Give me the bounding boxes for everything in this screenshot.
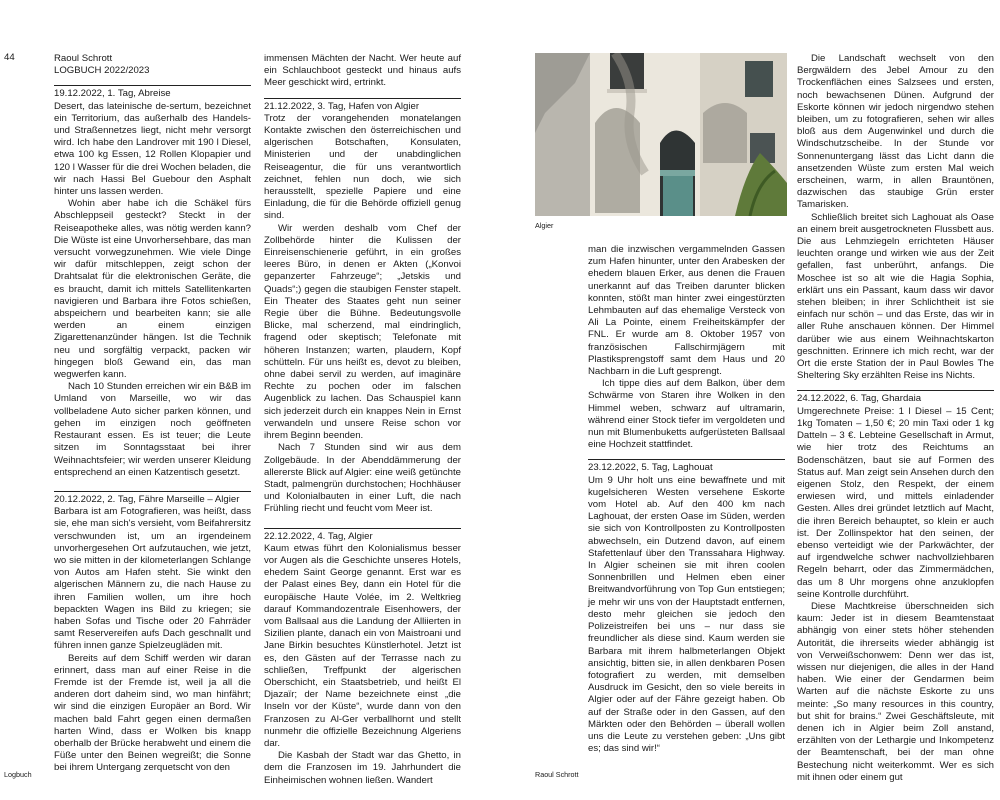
column-1 [54, 53, 251, 775]
paragraph: Diese Machtkreise überschneiden sich kaum: Jeder ist in diesem Beamtenstaat abhängig von einer stets höher stehenden Autorität, die ihrerseits wieder abhängig ist von Verweißschonwem: Denn wer das ist, wissen nur diejenigen, die alles in der Hand haben. Wie einer der Gendarmen beim Warten auf die nächste Eskorte zu uns meinte: „So many resources in this country, but shit for brains.“ Zwei Geschäftsleute, mit denen ich in Algier beim Zoll anstand, erzählten von der Lethargie und Inkompetenz der Beamtenschaft, bei der man ohne Bestechung nicht weiterkommt. Wer es sich mit ihnen oder einem gut [797, 600, 994, 783]
paragraph: Schließlich breitet sich Laghouat als Oase an einem breit ausgetrockneten Flussbett aus. Die aus Lehmziegeln errichteten Häuser leuchten orange und wirken wie aus der Zeit gefallen, fast unberührt, anfangs. Die Moschee ist so alt wie die Hagia Sophia, erklärt uns ein Passant, kaum dass wir davor stehen bleiben; in ihrer Schlichtheit ist sie einfach nur schön – und das Erste, das wir in aller Ruhe anschauen können. Der Himmel darüber wie aus einem Weihnachtskarton geschnitten. Erinnere ich mich recht, war der Ort die erste Station der in Paul Bowles The Sheltering Sky erzählten Reise ins Nichts. [797, 211, 994, 382]
paragraph: immensen Mächten der Nacht. Wer heute auf ein Schlauchboot gesteckt und hinaus aufs Meer geschickt wird, ertrinkt. [264, 53, 461, 89]
column-2 [264, 53, 461, 787]
entry-heading: 19.12.2022, 1. Tag, Abreise [54, 85, 251, 100]
page-number: 44 [4, 52, 15, 63]
left-footer: Logbuch [4, 770, 32, 779]
paragraph: Trotz der vorangehenden monatelangen Kontakte zwischen den österreichischen und algerischen Botschaften, Konsulaten, Ministerien und der unabdinglichen Reiseagentur, die für uns verantwortlich zeichnet, fehlen nun doch, wie sich herausstellt, spezielle Papiere und eine Einladung, die für die Behörde offiziell genug sind. [264, 112, 461, 222]
header-author: Raoul Schrott [54, 53, 113, 64]
entry-heading: 21.12.2022, 3. Tag, Hafen von Algier [264, 98, 461, 113]
entry-heading: 23.12.2022, 5. Tag, Laghouat [588, 459, 785, 474]
paragraph: Die Kasbah der Stadt war das Ghetto, in dem die Franzosen im 19. Jahrhundert die Einheimischen wohnen ließen. Wandert [264, 750, 461, 786]
paragraph: Die Landschaft wechselt von den Bergwäldern des Jebel Amour zu den Trockenflächen eines Salzsees und ersten, noch bewachsenen Dünen. Aufgrund der Eskorte können wir jedoch nirgendwo stehen bleiben, um zu fotografieren, sehen wir alles bloß aus dem Augenwinkel und durch die Windschutzscheibe. In der Stunde vor Sonnenuntergang lässt das Licht dann die ansetzenden Wüste zum ersten Mal weich erscheinen, warm, in allen Brauntönen, dazwischen das staubige Grün erster Tamarisken. [797, 53, 994, 211]
paragraph: Wohin aber habe ich die Schäkel fürs Abschleppseil gesteckt? Steckt in der Reiseapotheke alles, was nötig werden kann? Die Wüste ist eine Unvorhersehbare, das man versucht vorwegzunehmen. Wie viele Dinge wir dafür mitschleppen, zeigt schon der Drahtsalat für die elektronischen Geräte, die es braucht, damit ich mittels Satellitenkarten navigieren und Barbara ihre Fotos schießen, abspeichern und bearbeiten kann; sie alle werden an einem einzigen Zigarettenanzünder hängen. Ist die Technik neu und sorgfältig verpackt, packen wir hingegen bloß Gewand ein, das man wegwerfen kann. [54, 198, 251, 381]
paragraph: Desert, das lateinische de-sertum, bezeichnet ein Territorium, das außerhalb des Handels- und Straßennetzes liegt, nicht mehr versorgt wird. Ich habe den Landrover mit 190 l Diesel, etwa 100 kg Essen, 12 Rollen Klopapier und 120 l Wasser für die drei Wochen beladen, die wir nach Hassi Bel Guebour den Asphalt hinter uns lassen werden. [54, 100, 251, 198]
paragraph: Um 9 Uhr holt uns eine bewaffnete und mit kugelsicheren Westen versehene Eskorte vom Hotel ab. Auf den 400 km nach Laghouat, der ersten Oase im Süden, werden sie sich von Kontrollposten zu Kontrollposten abwechseln, ein Dutzend davon, auf einem Stafettenlauf über den Transsahara Highway. In Algier scheinen sie mit ihren coolen Sonnenbrillen und Helmen eben einer Breitwandvorführung von Top Gun entstiegen; je mehr wir uns von der Hauptstadt entfernen, desto mehr gleichen sie jedoch den Polizeistreifen bei uns – nur dass sie freundlicher als diese sind. Kaum werden sie Barbara mit ihrem halbmeterlangen Objekt ansichtig, bitten sie, in allen denkbaren Posen fotografiert zu werden, mit demselben Ausdruck im Gesicht, den so viele bereits in Algier oder auf der Fähre gezeigt haben. Ob auf der Straße oder in den Gassen, auf den Märkten oder den Behörden – überall wollen uns die Leute zu verstehen geben: „Uns gibt es; das sind wir!“ [588, 474, 785, 755]
paragraph: Wir werden deshalb vom Chef der Zollbehörde hinter die Kulissen der Einreisenschienerie geführt, in ein großes leeres Büro, in denen er Akten („Konvoi gepanzerter Fahrzeuge“; „Jetskis und Quads“;) gegen die staubigen Fenster stapelt. Ein Theater des Staates geht nun seiner Regie über die Bühne. Bedeutungsvolle Blicke, mal scherzend, mal eindringlich, fragend oder skeptisch; Telefonate mit höheren Instanzen; warten, plaudern, Kopf schütteln. Für uns heißt es, devot zu bleiben, ohne dabei servil zu werden, auf imaginäre Rechte zu pochen oder im falschen Augenblick zu lachen. Das Schauspiel kann sich jederzeit durch ein knappes Nein in Ernst verwandeln und unsere Reise schon vor ihrem Beginn beenden. [264, 222, 461, 442]
paragraph: Umgerechnete Preise: 1 l Diesel – 15 Cent; 1kg Tomaten – 1,50 €; 20 min Taxi oder 1 kg Datteln – 3 €. Lebteine Gesellschaft in Armut, wie hier trotz des Reichtums an Bodenschätzen, baut sie auf Formen des Status auf. Man zeigt sein Ansehen durch den eigenen Stolz, den Respekt, der einem erwiesen wird, und mittels einladender Gesten. Alles drei gründet letztlich auf Macht, die ihren Bereich behauptet, so klein er auch ist. Der Zollinspektor hat den seinen, der ebenso verteidigt wie der Parkwächter, der auf irgendwelche schwer nachvollziehbaren Regeln beharrt, oder das Zimmermädchen, das um 8 Uhr morgens ohne anzuklopfen seine Kontrolle durchführt. [797, 405, 994, 600]
entry-heading: 22.12.2022, 4. Tag, Algier [264, 528, 461, 543]
column-4 [797, 53, 994, 784]
paragraph: man die inzwischen vergammelnden Gassen zum Hafen hinunter, unter den Arabesken der ehedem blauen Erker, aus denen die Frauen unerkannt auf das Treiben darunter blicken konnten, stößt man hinter zwei eingestürzten Lehmbauten auf das ehemalige Versteck von Ali La Pointe, einem Freiheitskämpfer der FNL. Er wurde am 8. Oktober 1957 von französischen Fallschirmjägern mit Plastiksprengstoff samt dem Haus und 20 Nachbarn in die Luft gesprengt. [588, 244, 785, 378]
paragraph: Nach 7 Stunden sind wir aus dem Zollgebäude. In der Abenddämmerung der allererste Blick auf Algier: eine weiß getünchte Stadt, palmengrün durchstochen; Hochhäuser und Kolonialbauten in einer Luft, die nach Frühling riecht und feucht vom Meer ist. [264, 442, 461, 515]
right-footer: Raoul Schrott [535, 770, 579, 779]
column-3 [588, 244, 785, 755]
paragraph: Ich tippe dies auf dem Balkon, über dem Schwärme von Staren ihre Wolken in den Himmel weben, schwarz auf ultramarin, während einer Stock tiefer im vergoldeten und nun mit Blumenbuketts aufgerüsteten Ballsaal eine Hochzeit stattfindet. [588, 378, 785, 451]
photo-caption: Algier [535, 221, 554, 230]
header-title: LOGBUCH 2022/2023 [54, 65, 150, 77]
entry-heading: 24.12.2022, 6. Tag, Ghardaia [797, 390, 994, 405]
entry-heading: 20.12.2022, 2. Tag, Fähre Marseille – Algier [54, 491, 251, 506]
paragraph: Kaum etwas führt den Kolonialismus besser vor Augen als die Geschichte unseres Hotels, ehedem Saint George genannt. Erst war es der Palast eines Bey, dann ein Hotel für die europäische Haute Volée, im 2. Weltkrieg darauf Kommandozentrale Eisenhowers, der vom Ballsaal aus die Landung der Alliierten in Sizilien plante, danach ein von Maistroani und Jane Birkin besuchtes Künstlerhotel. Jetzt ist es, den Gästen auf der Terrasse nach zu schließen, Treffpunkt der algerischen Oberschicht, ein Staatsbetrieb, und heißt El Djazaïr; der Name bezeichnete einst „die Inseln vor der Küste“, wurde dann von den Franzosen zu Al-Ger verballhornt und stellt nunmehr die offizielle Bezeichnung Algeriens dar. [264, 542, 461, 749]
algiers-building-photo [535, 53, 787, 216]
paragraph: Barbara ist am Fotografieren, was heißt, dass sie, ehe man sich's versieht, vom Beifahrersitz verschwunden ist, um an irgendeinem unvorhergesehen Ort aufzutauchen, wie jetzt, wo sie mitten in der kilometerlangen Schlange von Autos am Hafen steht. Sie winkt den algerischen Männern zu, die nach Hause zu ihren Familien wollen, um ihre hoch bepackten Wagen ins Bild zu kriegen; sie haben Sofas und Tische oder 20 Fahrräder samt Reservereifen aufs Dach geschnallt und führen innen ganze Spielzeugläden mit. [54, 506, 251, 652]
paragraph: Nach 10 Stunden erreichen wir ein B&B im Umland von Marseille, wo wir das vollbeladene Auto sicher parken können, und gehen im einzigen noch geöffneten Restaurant essen. Es ist teuer; die Leute sitzen im Sonntagsstaat bei ihrer Weihnachtsfeier; wir werden unserer Kleidung entsprechend an einen Katzentisch gesetzt. [54, 381, 251, 478]
paragraph: Bereits auf dem Schiff werden wir daran erinnert, dass man auf einer Reise in die Fremde ist der Fremde ist, weil ja all die anderen dort daheim sind, wo man hinfährt; wir sind die einzigen Europäer an Bord. Wir machen bald Fahrt gegen einen dermaßen harten Wind, dass er Wolken bis knapp oberhalb der Brücke herabweht und einem die Füße unter den Beinen wegreißt; die Sonne bei ihrem Untergang zerquetscht von den [54, 652, 251, 774]
